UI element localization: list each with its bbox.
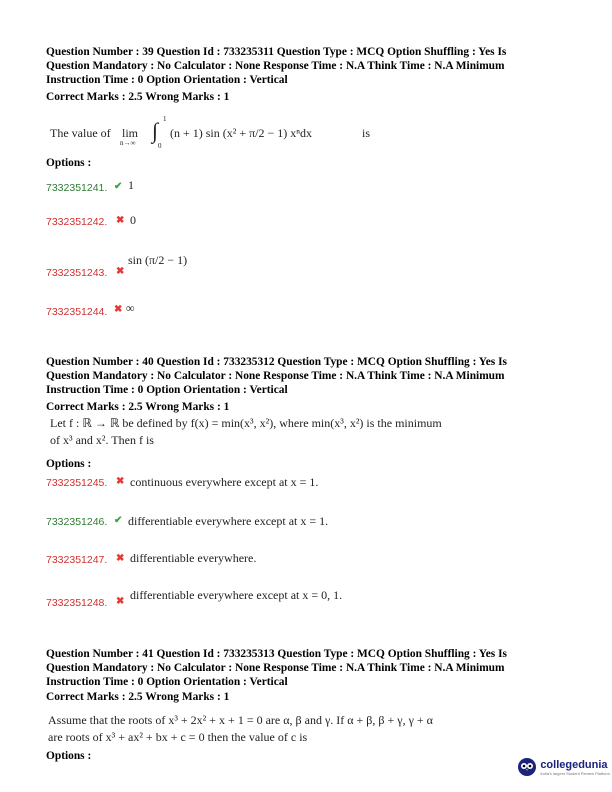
q41-question-text-line1: Assume that the roots of x³ + 2x² + x + 1 = 0 are α, β and γ. If α + β, β + γ, γ + α (48, 713, 433, 727)
q40-question-text-line2: of x³ and x². Then f is (50, 433, 154, 447)
option-text: sin (π/2 − 1) (128, 253, 188, 267)
q39-header-line2: Question Mandatory : No Calculator : None Response Time : N.A Think Time : N.A Minimum (46, 60, 505, 72)
q39-integral-sign: ∫ (152, 118, 159, 143)
option-text: differentiable everywhere. (130, 551, 257, 565)
q40-header-line3: Instruction Time : 0 Option Orientation : Vertical (46, 384, 288, 396)
logo-name: collegedunia (540, 758, 608, 771)
check-icon: ✔ (114, 181, 123, 192)
q41-header-line3: Instruction Time : 0 Option Orientation : Vertical (46, 676, 288, 688)
q40-options-label: Options : (46, 458, 92, 470)
cross-icon: ✖ (116, 476, 125, 487)
cross-icon: ✖ (116, 596, 125, 607)
option-id: 7332351246. (46, 516, 108, 528)
option-text: 1 (128, 178, 134, 192)
cross-icon: ✖ (116, 266, 125, 277)
cross-icon: ✖ (116, 215, 125, 226)
q41-question-text-line2: are roots of x³ + ax² + bx + c = 0 then the value of c is (48, 730, 308, 744)
q39-marks: Correct Marks : 2.5 Wrong Marks : 1 (46, 91, 230, 103)
q39-text-suffix: is (362, 126, 371, 140)
q41-header-line2: Question Mandatory : No Calculator : None Response Time : N.A Think Time : N.A Minimum (46, 662, 505, 674)
q41-header-line1: Question Number : 41 Question Id : 733235313 Question Type : MCQ Option Shuffling : Yes Is (46, 648, 507, 660)
q39-header (46, 45, 506, 87)
q41-header (46, 647, 507, 689)
owl-icon (517, 757, 537, 777)
option-id: 7332351243. (46, 267, 108, 279)
check-icon: ✔ (114, 515, 123, 526)
q41-options-label: Options : (46, 750, 92, 762)
q39-int-lower: 0 (158, 142, 162, 150)
q39-header-line3: Instruction Time : 0 Option Orientation : Vertical (46, 74, 288, 86)
option-text: differentiable everywhere except at x = 1. (128, 514, 329, 528)
q39-options-label: Options : (46, 157, 92, 169)
cross-icon: ✖ (114, 304, 123, 315)
collegedunia-logo (517, 756, 610, 778)
q39-header-line1: Question Number : 39 Question Id : 733235311 Question Type : MCQ Option Shuffling : Yes Is (46, 46, 507, 58)
q39-text-prefix: The value of (50, 126, 111, 140)
q40-header-line1: Question Number : 40 Question Id : 733235312 Question Type : MCQ Option Shuffling : Yes Is (46, 356, 507, 368)
q41-marks: Correct Marks : 2.5 Wrong Marks : 1 (46, 691, 230, 703)
option-text: ∞ (126, 301, 135, 315)
option-text: continuous everywhere except at x = 1. (130, 475, 319, 489)
q39-lim-sub: n→∞ (120, 139, 136, 147)
option-id: 7332351242. (46, 216, 108, 228)
q40-question-text-line1: Let f : ℝ → ℝ be defined by f(x) = min(x³, x²), where min(x³, x²) is the minimum (50, 416, 442, 430)
logo-tagline: India's largest Student Review Platform (540, 770, 610, 776)
cross-icon: ✖ (116, 553, 125, 564)
option-id: 7332351247. (46, 554, 108, 566)
option-text: 0 (130, 213, 136, 227)
option-id: 7332351248. (46, 597, 108, 609)
option-id: 7332351245. (46, 477, 108, 489)
q40-header-line2: Question Mandatory : No Calculator : None Response Time : N.A Think Time : N.A Minimum (46, 370, 505, 382)
q40-header (46, 355, 507, 397)
option-id: 7332351241. (46, 182, 108, 194)
q39-int-upper: 1 (163, 115, 167, 123)
option-id: 7332351244. (46, 306, 108, 318)
q40-marks: Correct Marks : 2.5 Wrong Marks : 1 (46, 401, 230, 413)
q39-integrand: (n + 1) sin (x² + π/2 − 1) xⁿdx (170, 126, 313, 140)
option-text: differentiable everywhere except at x = 0, 1. (130, 588, 343, 602)
q39-lim: lim (122, 126, 139, 140)
